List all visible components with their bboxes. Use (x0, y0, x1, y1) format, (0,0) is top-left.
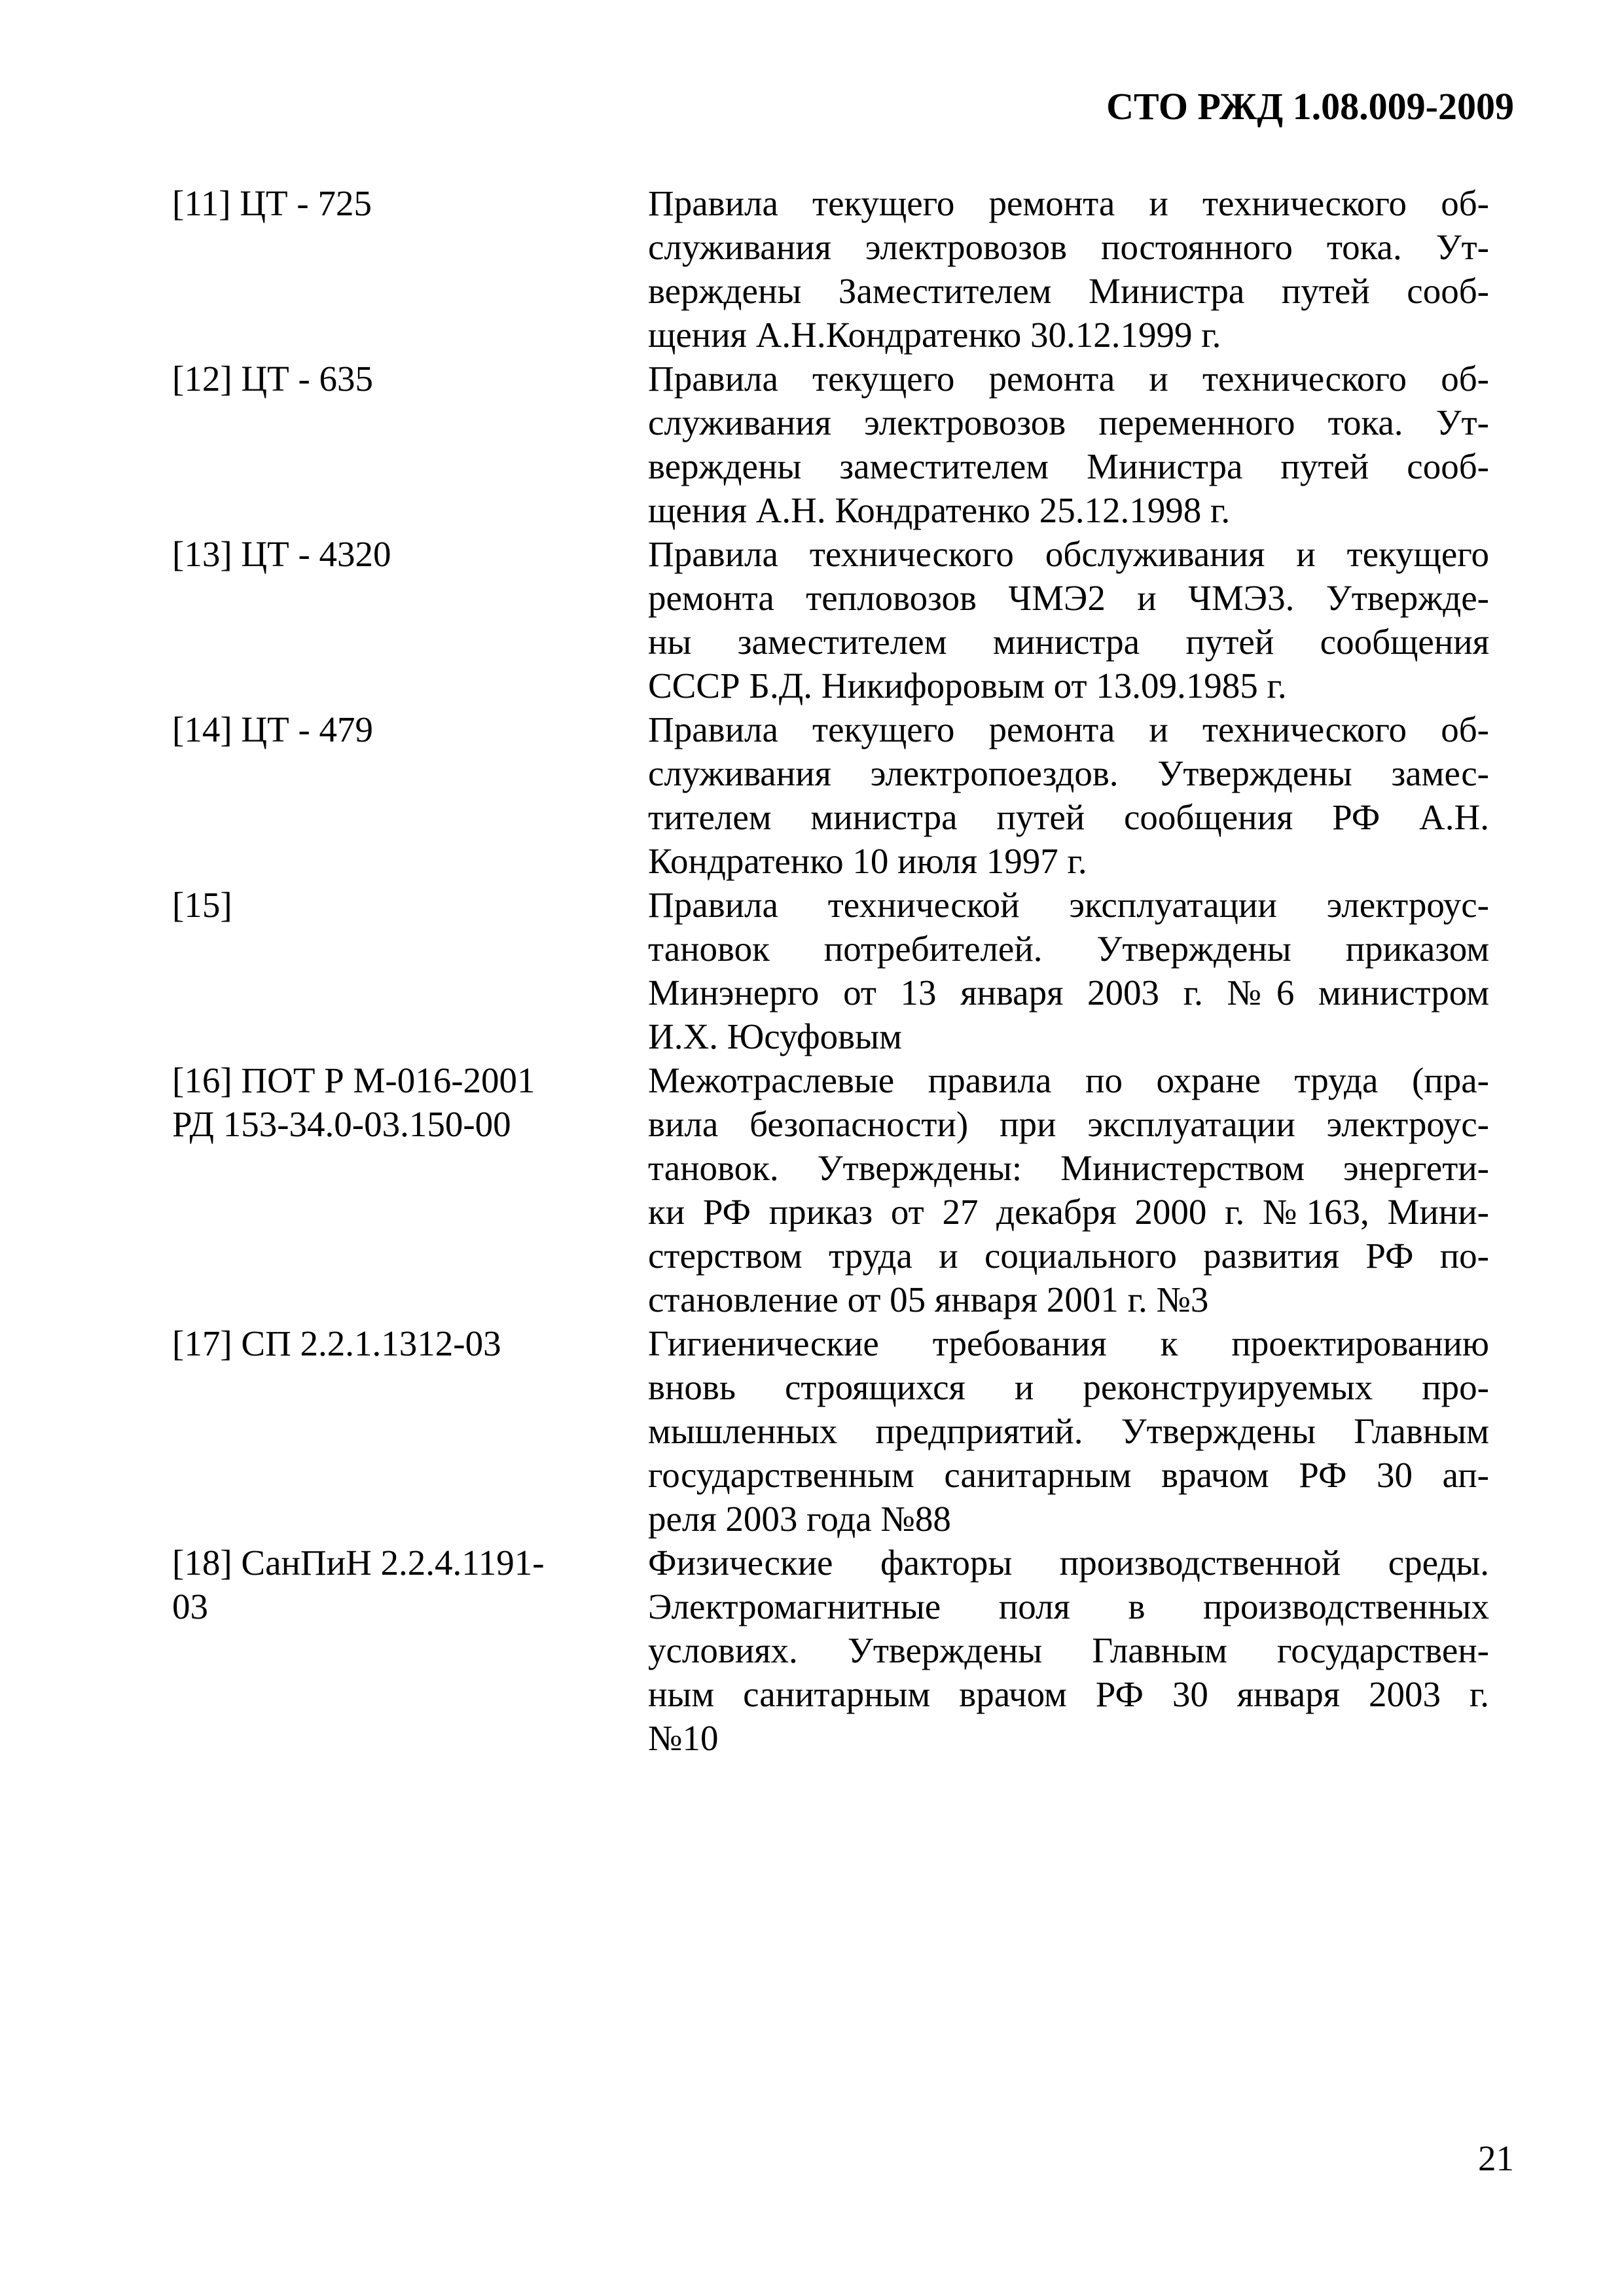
reference-description (648, 1541, 1489, 1760)
reference-code-line: [11] ЦТ - 725 (172, 183, 372, 223)
reference-code (172, 883, 648, 1058)
reference-description-line: Правила текущего ремонта и технического об- (648, 709, 1489, 749)
reference-description-line: ным санитарным врачом РФ 30 января 2003 г. (648, 1674, 1489, 1714)
reference-entry-11 (172, 181, 1489, 357)
reference-code-line: [17] СП 2.2.1.1312-03 (172, 1323, 501, 1363)
reference-entry-14 (172, 708, 1489, 883)
reference-description-line: щения А.Н.Кондратенко 30.12.1999 г. (648, 315, 1221, 355)
reference-description (648, 181, 1489, 357)
reference-entry-18 (172, 1541, 1489, 1760)
reference-description-line: мышленных предприятий. Утверждены Главным (648, 1411, 1489, 1451)
reference-entry-12 (172, 357, 1489, 532)
reference-description (648, 357, 1489, 532)
reference-description-line: служивания электровозов постоянного тока. Ут- (648, 227, 1489, 267)
reference-code-line: [18] СанПиН 2.2.4.1191- (172, 1543, 545, 1583)
reference-entry-17 (172, 1321, 1489, 1541)
reference-description-line: ны заместителем министра путей сообщения (648, 622, 1489, 662)
reference-description-line: служивания электропоездов. Утверждены замес- (648, 753, 1489, 793)
reference-code (172, 357, 648, 532)
references-list (172, 181, 1489, 1760)
reference-code-line: РД 153-34.0-03.150-00 (172, 1104, 511, 1144)
reference-description-line: ки РФ приказ от 27 декабря 2000 г. №163, Мини- (648, 1192, 1489, 1232)
reference-description-line: стерством труда и социального развития РФ по- (648, 1236, 1489, 1276)
reference-description-line: Электромагнитные поля в производственных (648, 1587, 1489, 1626)
reference-description-line: Физические факторы производственной среды. (648, 1543, 1489, 1583)
reference-description-line: тановок потребителей. Утверждены приказом (648, 929, 1489, 969)
reference-description-line: Правила технической эксплуатации электроус- (648, 885, 1489, 925)
reference-description (648, 532, 1489, 708)
reference-description (648, 1321, 1489, 1541)
reference-description-line: тановок. Утверждены: Министерством энергети- (648, 1148, 1489, 1188)
reference-description-line: щения А.Н. Кондратенко 25.12.1998 г. (648, 490, 1231, 530)
reference-description-line: тителем министра путей сообщения РФ А.Н. (648, 797, 1489, 837)
reference-description-line: Межотраслевые правила по охране труда (пра- (648, 1060, 1489, 1100)
reference-code (172, 181, 648, 357)
reference-entry-15 (172, 883, 1489, 1058)
reference-description-line: условиях. Утверждены Главным государствен- (648, 1630, 1489, 1670)
reference-description-line: Правила текущего ремонта и технического об- (648, 183, 1489, 223)
reference-code-line: [12] ЦТ - 635 (172, 359, 374, 399)
reference-code (172, 708, 648, 883)
reference-description (648, 1058, 1489, 1321)
reference-description-line: верждены Заместителем Министра путей сооб- (648, 271, 1489, 311)
reference-entry-13 (172, 532, 1489, 708)
reference-description-line: ремонта тепловозов ЧМЭ2 и ЧМЭ3. Утвержде- (648, 578, 1489, 618)
reference-description-line: Правила текущего ремонта и технического об- (648, 359, 1489, 399)
reference-description-line: Гигиенические требования к проектированию (648, 1323, 1489, 1363)
document-code-header: СТО РЖД 1.08.009-2009 (1106, 85, 1514, 128)
reference-description-line: №10 (648, 1718, 719, 1758)
reference-code-line: [16] ПОТ Р М-016-2001 (172, 1060, 535, 1100)
reference-description-line: Кондратенко 10 июля 1997 г. (648, 841, 1087, 881)
reference-entry-16 (172, 1058, 1489, 1321)
reference-description-line: СССР Б.Д. Никифоровым от 13.09.1985 г. (648, 666, 1287, 706)
reference-description (648, 708, 1489, 883)
reference-description-line: Правила технического обслуживания и текущего (648, 534, 1489, 574)
reference-description (648, 883, 1489, 1058)
reference-code-line: [15] (172, 885, 232, 925)
reference-description-line: реля 2003 года №88 (648, 1499, 951, 1539)
reference-code (172, 1058, 648, 1321)
reference-code-line: [14] ЦТ - 479 (172, 709, 374, 749)
page-number: 21 (1478, 2138, 1514, 2178)
reference-description-line: вила безопасности) при эксплуатации электроус- (648, 1104, 1489, 1144)
reference-description-line: государственным санитарным врачом РФ 30 ап- (648, 1455, 1489, 1495)
reference-description-line: Минэнерго от 13 января 2003 г. №6 министром (648, 973, 1489, 1013)
reference-description-line: И.Х. Юсуфовым (648, 1016, 902, 1056)
reference-description-line: верждены заместителем Министра путей сооб- (648, 446, 1489, 486)
reference-description-line: вновь строящихся и реконструируемых про- (648, 1367, 1489, 1407)
reference-description-line: служивания электровозов переменного тока. Ут- (648, 403, 1489, 442)
reference-code-line: 03 (172, 1587, 208, 1626)
reference-code (172, 532, 648, 708)
reference-code-line: [13] ЦТ - 4320 (172, 534, 391, 574)
reference-code (172, 1541, 648, 1760)
reference-description-line: становление от 05 января 2001 г. №3 (648, 1280, 1209, 1319)
reference-code (172, 1321, 648, 1541)
